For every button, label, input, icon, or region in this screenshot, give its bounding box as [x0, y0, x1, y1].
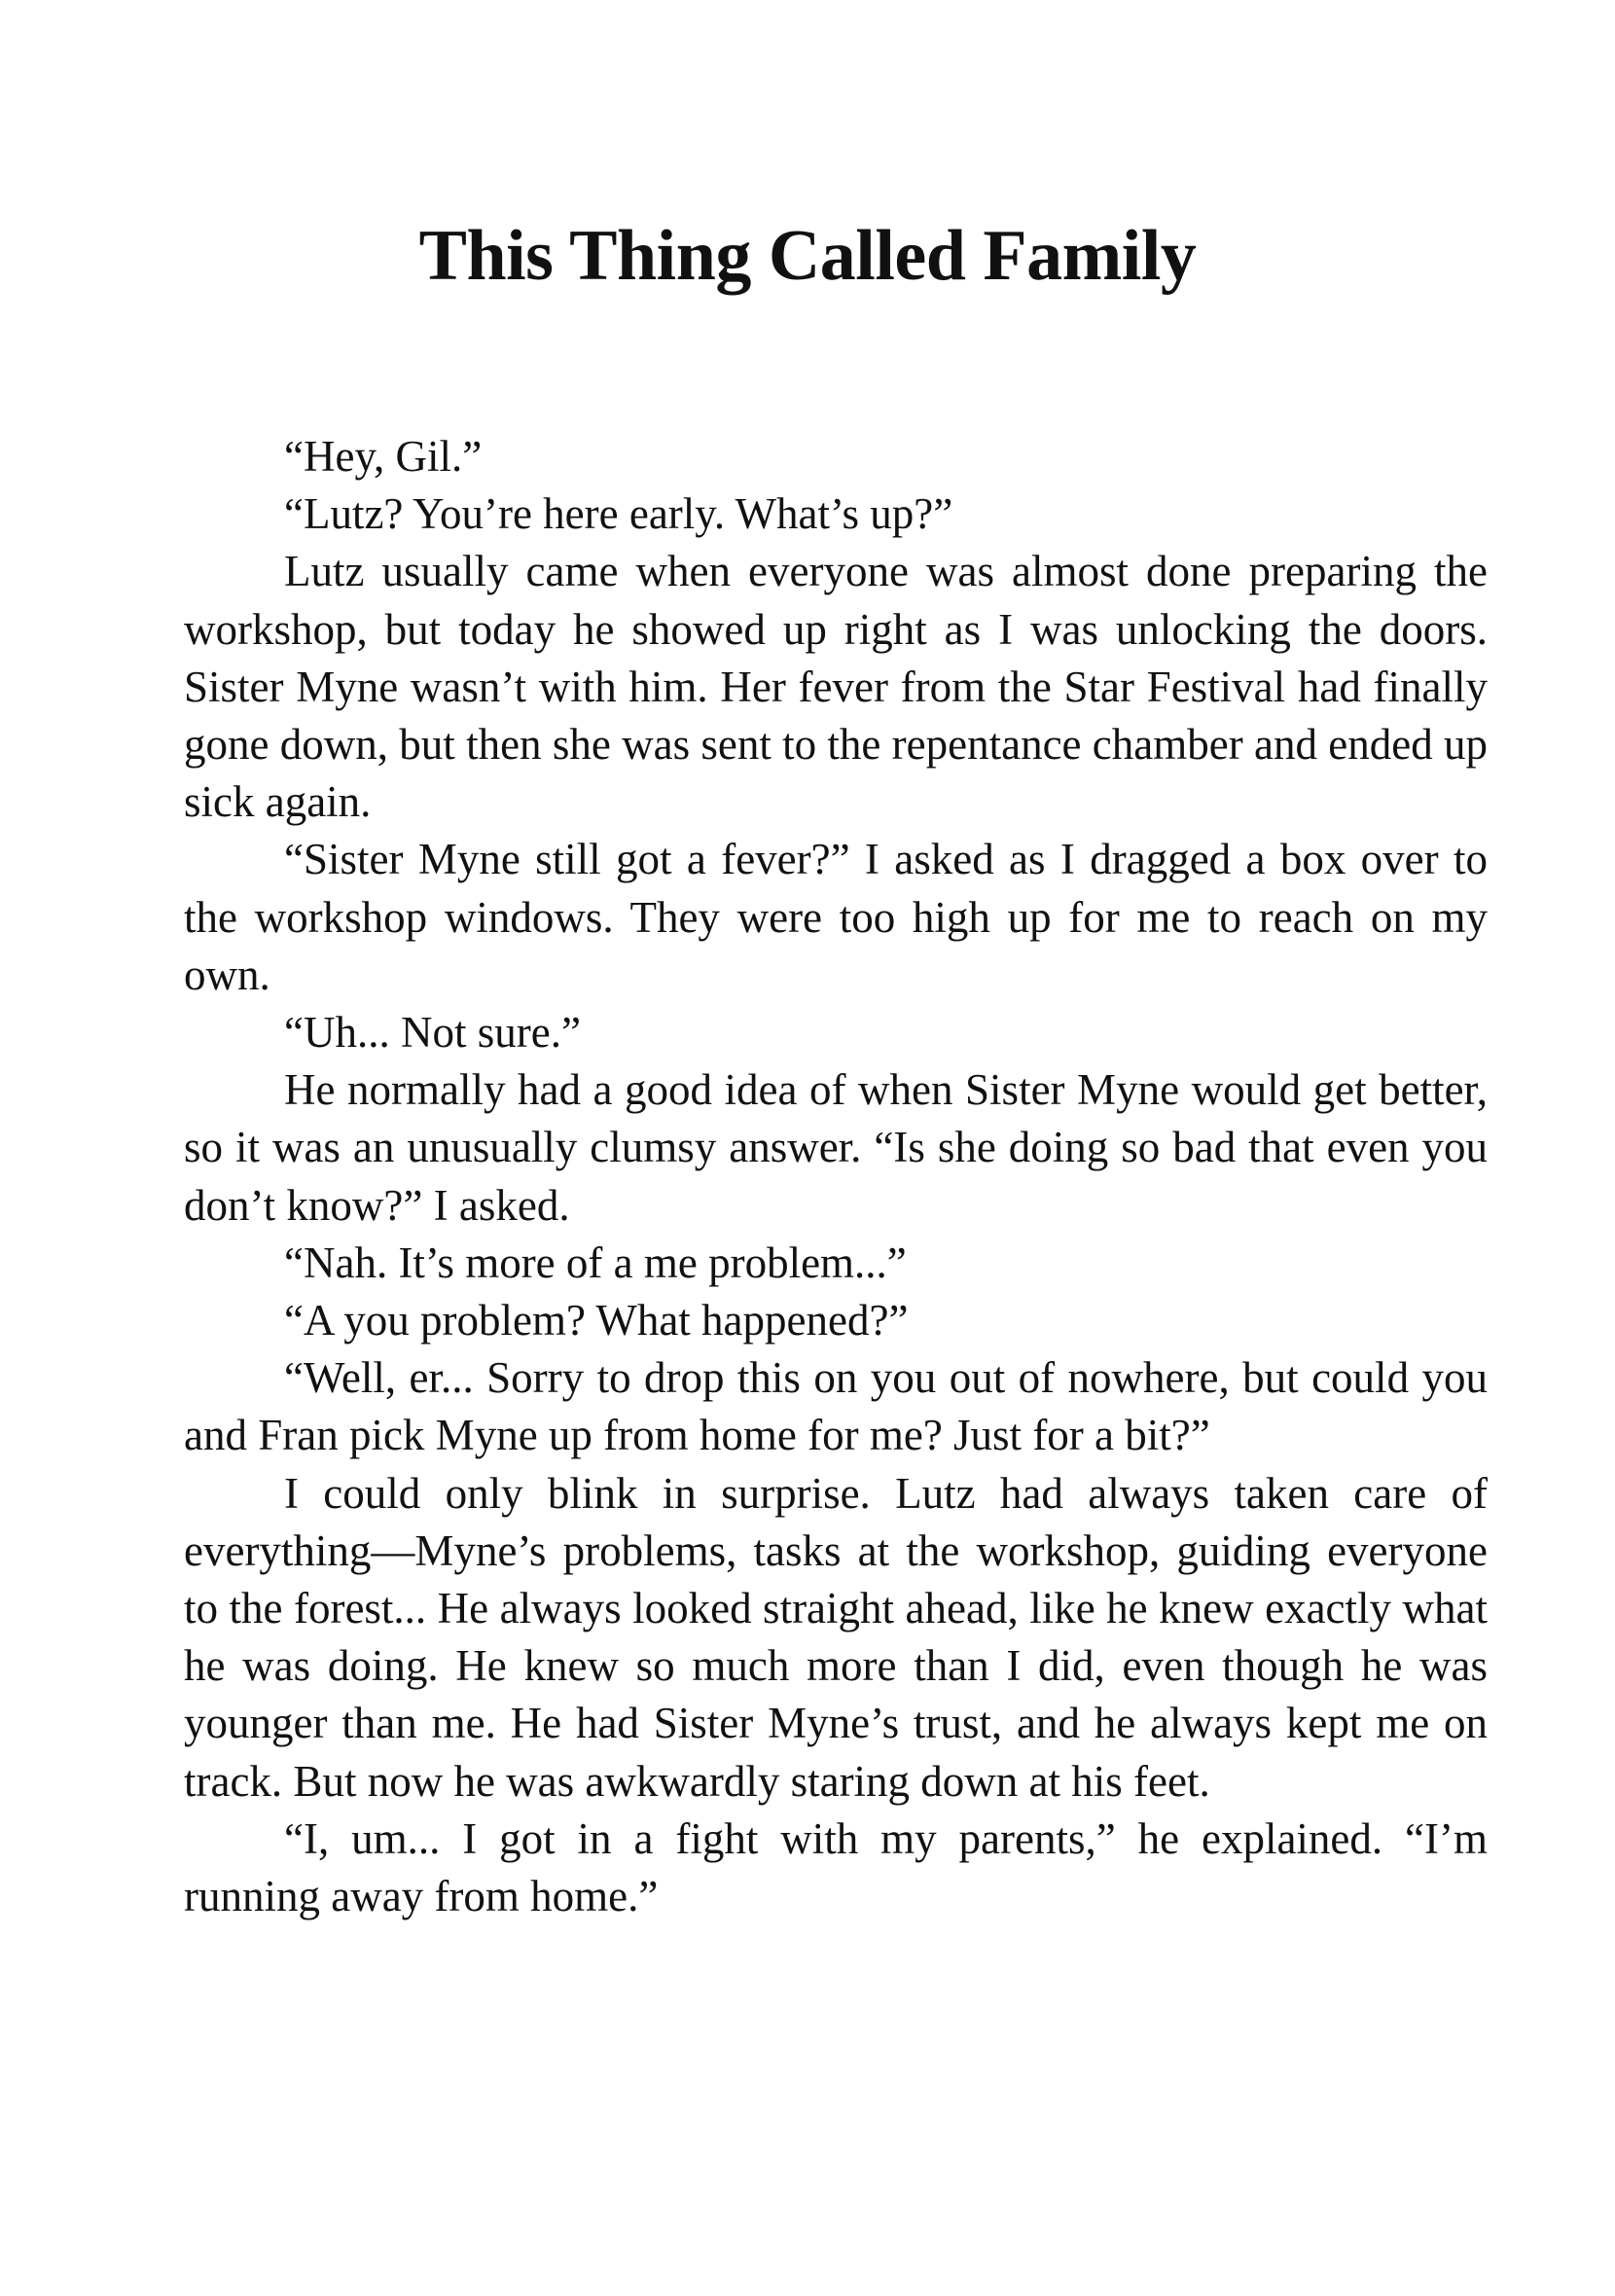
paragraph: Lutz usually came when everyone was almost done preparing the workshop, but today he showed up right as I was unlocking the doors. Sister Myne wasn’t with him. Her fever from the Star Festival had finally gone down, but then she was sent to the repentance chamber and ended up sick again.: [184, 547, 1488, 827]
paragraph: He normally had a good idea of when Sister Myne would get better, so it was an unusually clumsy answer. “Is she doing so bad that even you don’t know?” I asked.: [184, 1065, 1488, 1230]
paragraph: “I, um... I got in a fight with my parents,” he explained. “I’m running away from home.”: [184, 1813, 1488, 1921]
paragraph: “A you problem? What happened?”: [284, 1296, 909, 1345]
paragraph: “Well, er... Sorry to drop this on you out of nowhere, but could you and Fran pick Myne up from home for me? Just for a bit?”: [184, 1353, 1488, 1460]
paragraph: “Hey, Gil.”: [284, 432, 483, 481]
paragraph: “Sister Myne still got a fever?” I asked as I dragged a box over to the workshop windows. They were too high up for me to reach on my own.: [184, 835, 1488, 999]
paragraph: “Nah. It’s more of a me problem...”: [284, 1238, 907, 1287]
paragraph: I could only blink in surprise. Lutz had always taken care of everything—Myne’s problems, tasks at the workshop, guiding everyone to the forest... He always looked straight ahead, like he knew exactly what he was doing. He knew so much more than I did, even though he was younger than me. He had Sister Myne’s trust, and he always kept me on track. But now he was awkwardly staring down at his feet.: [184, 1468, 1488, 1806]
chapter-title: This Thing Called Family: [418, 216, 1197, 296]
paragraph: “Uh... Not sure.”: [284, 1008, 581, 1058]
paragraph: “Lutz? You’re here early. What’s up?”: [284, 489, 953, 539]
chapter-body: [184, 428, 1488, 1925]
